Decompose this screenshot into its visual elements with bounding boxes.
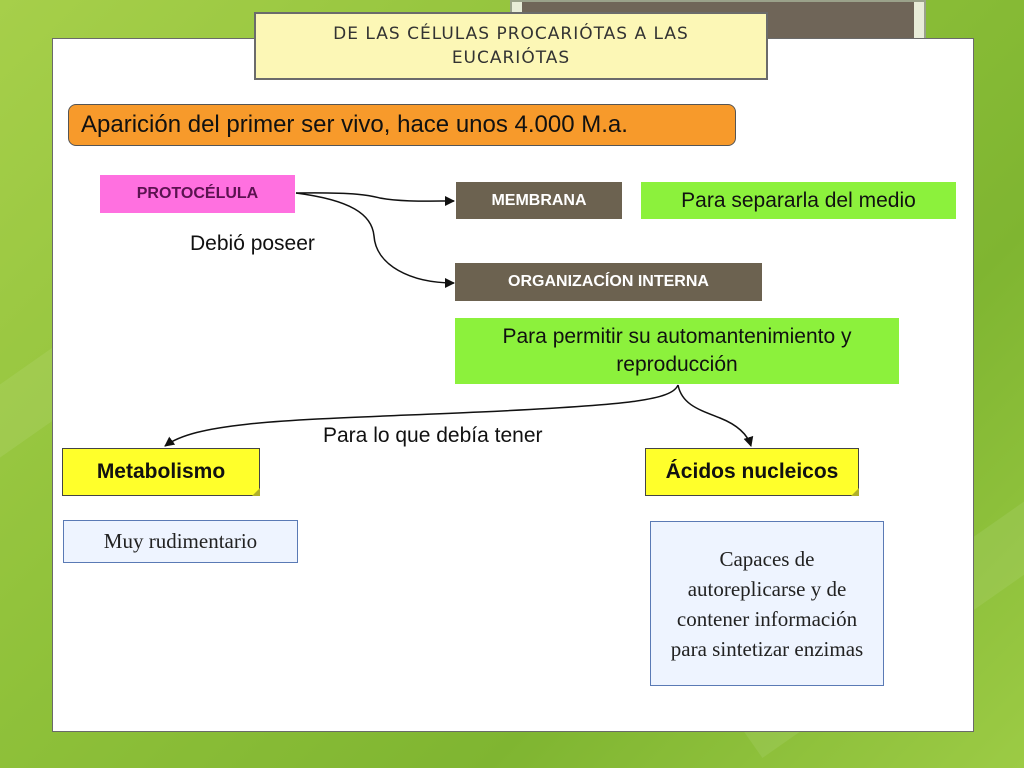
slide-title: DE LAS CÉLULAS PROCARIÓTAS A LAS EUCARIÓTAS [254,12,768,80]
separarla-node: Para separarla del medio [641,182,956,219]
metabolismo-node [62,448,260,496]
protocelula-node: PROTOCÉLULA [100,175,295,213]
capaces-note: Capaces de autoreplicarse y de contener información para sintetizar enzimas [650,521,884,686]
metabolismo-label: Metabolismo [96,460,226,483]
organizacion-node: ORGANIZACÍON INTERNA [455,263,762,301]
acidos-node [645,448,859,496]
edge-label-debio: Debió poseer [190,232,315,255]
folded-corner [252,488,260,496]
membrana-node: MEMBRANA [456,182,622,219]
edge-label-paralo: Para lo que debía tener [323,424,543,447]
acidos-label: Ácidos nucleicos [665,460,839,483]
headline-box: Aparición del primer ser vivo, hace unos 4.000 M.a. [68,104,736,146]
folded-corner [851,488,859,496]
permitir-node: Para permitir su automantenimiento y reproducción [455,318,899,384]
rudimentario-note: Muy rudimentario [63,520,298,563]
